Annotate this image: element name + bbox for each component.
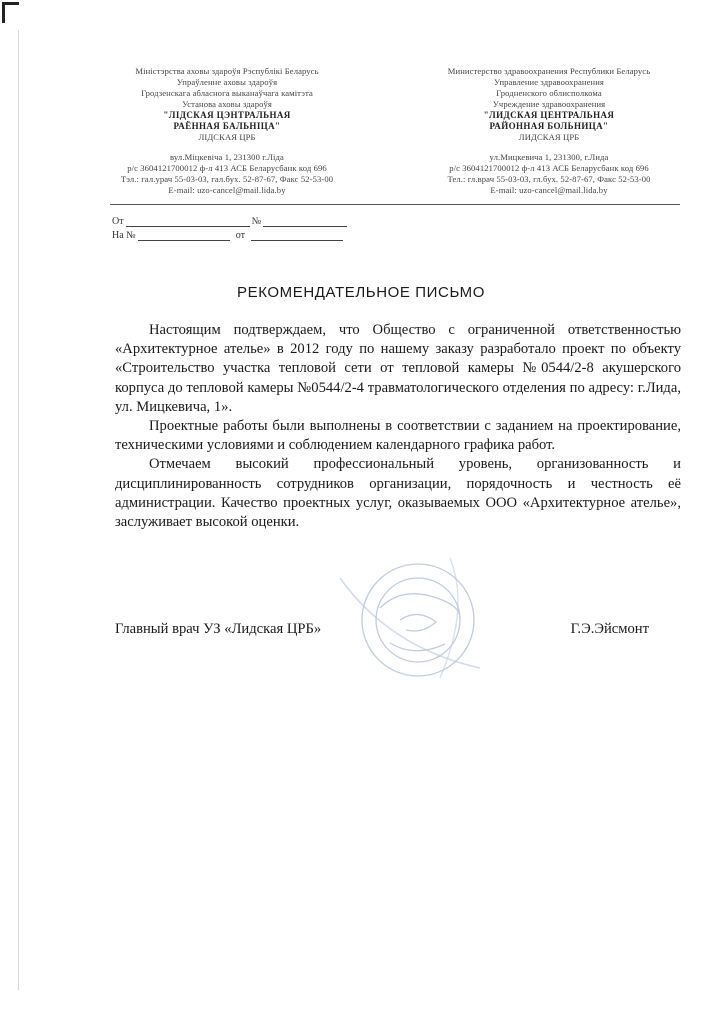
to-number-label: На № xyxy=(112,230,136,241)
body-paragraph: Отмечаем высокий профессиональный уровень, организованность и дисциплинированность сотрудников организации, порядочность и честность её администрации. Качество проектных услуг, оказываемых ООО «Архитектурное ателье», заслуживает высокой оценки. xyxy=(115,456,681,531)
letterhead-line: Упраўленне аховы здароўя xyxy=(176,77,278,87)
date-blank xyxy=(251,230,343,241)
signature-block xyxy=(115,621,681,638)
dated-label: от xyxy=(235,230,245,241)
org-address: ул.Мицкевича 1, 231300, г.Лида xyxy=(489,152,609,162)
signatory-name: Г.Э.Эйсмонт xyxy=(570,621,649,637)
number-blank xyxy=(263,216,347,227)
org-short-name: ЛИДСКАЯ ЦРБ xyxy=(518,132,580,142)
incoming-registration xyxy=(112,230,343,241)
org-name: "ЛІДСКАЯ ЦЭНТРАЛЬНАЯ xyxy=(163,110,291,120)
org-name: РАЙОННАЯ БОЛЬНИЦА" xyxy=(489,121,609,131)
number-label: № xyxy=(251,216,262,227)
letterhead-right xyxy=(404,66,694,196)
letterhead-line: Учреждение здравоохранения xyxy=(492,99,606,109)
org-name: "ЛИДСКАЯ ЦЕНТРАЛЬНАЯ xyxy=(483,110,615,120)
org-bank: р/с 3604121700012 ф-л 413 АСБ Беларусбанк код 696 xyxy=(449,163,649,173)
signatory-position: Главный врач УЗ «Лидская ЦРБ» xyxy=(115,621,322,637)
from-label: От xyxy=(112,216,124,227)
org-phones: Тел.: гл.врач 55-03-03, гл.бух. 52-87-67, Факс 52-53-00 xyxy=(447,174,651,184)
org-phones: Тэл.: гал.урач 55-03-03, гал.бух. 52-87-67, Факс 52-53-00 xyxy=(120,174,334,184)
scan-corner-mark xyxy=(2,2,19,23)
org-short-name: ЛІДСКАЯ ЦРБ xyxy=(198,132,256,142)
letterhead-line: Міністэрства аховы здароўя Рэспублікі Беларусь xyxy=(135,66,319,76)
letterhead-line: Установа аховы здароўя xyxy=(182,99,272,109)
body-paragraph: Проектные работы были выполнены в соответствии с заданием на проектирование, техническими условиями и соблюдением календарного графика работ. xyxy=(115,418,681,454)
letterhead-line: Министерство здравоохранения Республики Беларусь xyxy=(447,66,651,76)
letterhead-divider xyxy=(110,204,680,205)
org-name: РАЁННАЯ БАЛЬНІЦА" xyxy=(173,121,281,131)
letter-body xyxy=(115,321,681,532)
org-bank: р/с 3604121700012 ф-л 413 АСБ Беларусбанк код 696 xyxy=(127,163,327,173)
org-email: E-mail: uzo-cancel@mail.lida.by xyxy=(490,185,608,195)
letterhead-line: Управление здравоохранения xyxy=(494,77,604,87)
org-email: E-mail: uzo-cancel@mail.lida.by xyxy=(168,185,286,195)
letterhead-left xyxy=(82,66,372,196)
org-address: вул.Міцкевіча 1, 231300 г.Ліда xyxy=(170,152,284,162)
date-blank xyxy=(126,216,250,227)
letterhead-line: Гродзенскага абласнога выканаўчага камітэта xyxy=(141,88,313,98)
letter-title: РЕКОМЕНДАТЕЛЬНОЕ ПИСЬМО xyxy=(237,284,485,301)
outgoing-registration xyxy=(112,216,347,227)
letterhead-line: Гродненского облисполкома xyxy=(496,88,602,98)
scan-edge-line xyxy=(18,30,19,990)
round-stamp xyxy=(330,548,500,688)
number-blank xyxy=(138,230,230,241)
body-paragraph: Настоящим подтверждаем, что Общество с ограниченной ответственностью «Архитектурное ателье» в 2012 году по нашему заказу разработало проект по объекту «Строительство участка тепловой сети от тепловой камеры №0544/2-8 акушерского корпуса до тепловой камеры №0544/2-4 травматологического отделения по адресу: г.Лида, ул. Мицкевича, 1». xyxy=(115,322,681,415)
